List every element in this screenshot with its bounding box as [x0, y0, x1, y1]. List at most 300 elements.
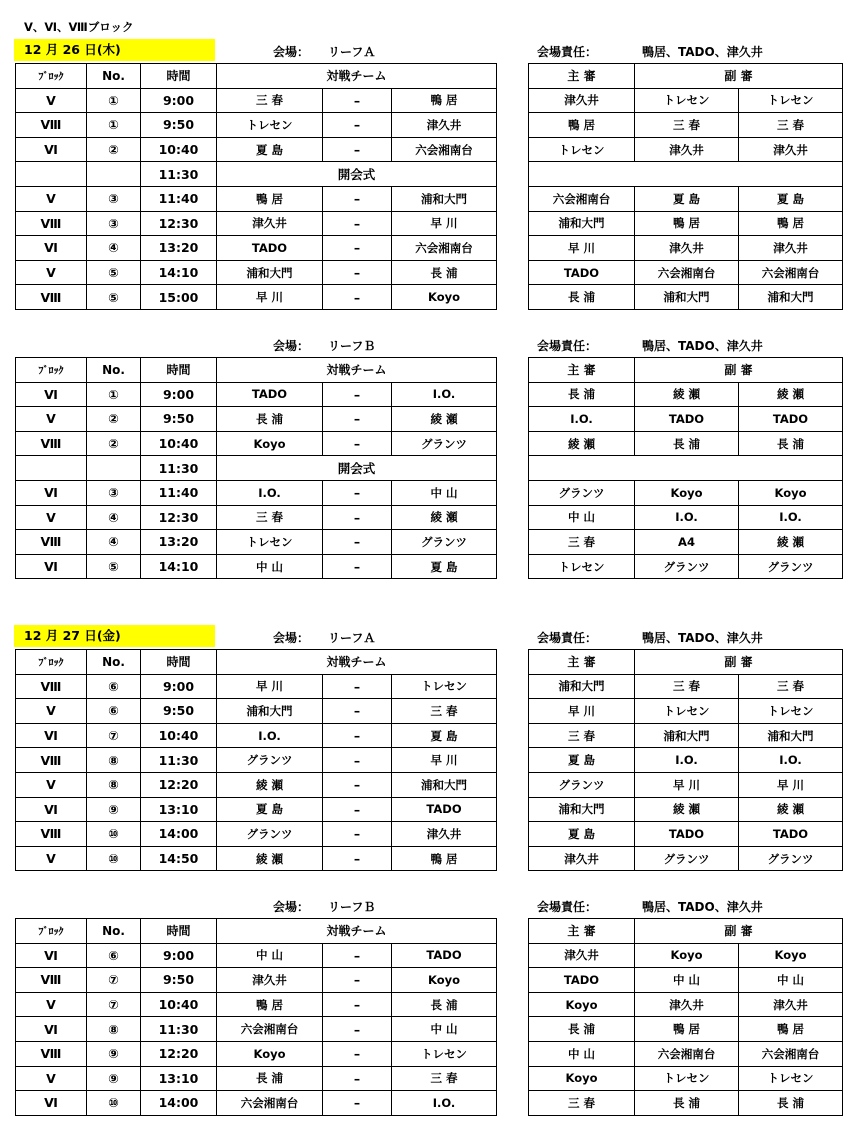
table-row — [16, 407, 497, 432]
table-row — [16, 1017, 497, 1042]
home-team-cell: TADO — [217, 382, 323, 407]
sub-referee-cell: 長 浦 — [635, 431, 739, 456]
time-cell: 13:20 — [141, 530, 217, 555]
sub-referee-cell: 綾 瀬 — [739, 382, 843, 407]
table-row — [16, 772, 497, 797]
away-team-cell: TADO — [392, 797, 497, 822]
venue-label: 会場： — [273, 339, 310, 353]
vs-cell: – — [323, 943, 392, 968]
vs-cell: – — [323, 260, 392, 285]
table-row — [529, 113, 843, 138]
home-team-cell: グランツ — [217, 822, 323, 847]
match-no-cell: ④ — [87, 530, 141, 555]
main-referee-cell: 三 春 — [529, 1091, 635, 1116]
away-team-cell: 夏 島 — [392, 554, 497, 579]
manager-names: 鴨居、TADO、津久井 — [642, 339, 763, 353]
table-row — [529, 1017, 843, 1042]
sub-referee-cell: 早 川 — [739, 772, 843, 797]
block-cell: Ⅷ — [16, 431, 87, 456]
sub-referee-cell: 浦和大門 — [635, 285, 739, 310]
venue-name: リーフＡ — [328, 45, 376, 59]
sub-referee-cell: 綾 瀬 — [635, 382, 739, 407]
match-no-cell: ⑩ — [87, 846, 141, 871]
col-teams-header: 対戦チーム — [217, 358, 497, 383]
sub-referee-cell: 三 春 — [635, 674, 739, 699]
block-cell: Ⅷ — [16, 968, 87, 993]
away-team-cell: 鴨 居 — [392, 846, 497, 871]
table-row — [529, 186, 843, 211]
main-referee-cell: 中 山 — [529, 1041, 635, 1066]
time-cell: 9:50 — [141, 968, 217, 993]
time-cell: 12:30 — [141, 211, 217, 236]
sub-referee-cell: トレセン — [739, 88, 843, 113]
away-team-cell: 六会湘南台 — [392, 137, 497, 162]
home-team-cell: トレセン — [217, 530, 323, 555]
sub-referee-cell: トレセン — [635, 1066, 739, 1091]
time-cell: 9:50 — [141, 113, 217, 138]
col-main-referee-header: 主 審 — [529, 919, 635, 944]
sub-referee-cell: 津久井 — [635, 992, 739, 1017]
sub-referee-cell: 鴨 居 — [739, 1017, 843, 1042]
match-no-cell: ③ — [87, 186, 141, 211]
time-cell: 11:30 — [141, 1017, 217, 1042]
main-referee-cell: 夏 島 — [529, 748, 635, 773]
sub-referee-cell: グランツ — [635, 554, 739, 579]
main-referee-cell: 三 春 — [529, 723, 635, 748]
block-cell: Ⅵ — [16, 723, 87, 748]
vs-cell: – — [323, 846, 392, 871]
match-no-cell: ⑤ — [87, 554, 141, 579]
sub-referee-cell: 中 山 — [635, 968, 739, 993]
table-row — [16, 699, 497, 724]
time-cell: 11:40 — [141, 480, 217, 505]
table-row — [16, 186, 497, 211]
table-row — [529, 772, 843, 797]
manager-names: 鴨居、TADO、津久井 — [642, 45, 763, 59]
match-no-cell: ⑨ — [87, 797, 141, 822]
away-team-cell: グランツ — [392, 530, 497, 555]
away-team-cell: 浦和大門 — [392, 772, 497, 797]
away-team-cell: 三 春 — [392, 1066, 497, 1091]
match-table — [15, 649, 497, 871]
main-referee-cell: 長 浦 — [529, 285, 635, 310]
main-referee-cell: Koyo — [529, 992, 635, 1017]
main-referee-cell: 早 川 — [529, 236, 635, 261]
sub-referee-cell: 鴨 居 — [635, 211, 739, 236]
time-cell: 10:40 — [141, 431, 217, 456]
home-team-cell: 早 川 — [217, 285, 323, 310]
block-cell: Ⅴ — [16, 407, 87, 432]
home-team-cell: Koyo — [217, 1041, 323, 1066]
referee-table — [528, 918, 843, 1116]
block-cell — [16, 456, 87, 481]
sub-referee-cell: 長 浦 — [739, 1091, 843, 1116]
time-cell: 9:50 — [141, 699, 217, 724]
main-referee-cell: 早 川 — [529, 699, 635, 724]
block-cell: Ⅴ — [16, 1066, 87, 1091]
vs-cell: – — [323, 382, 392, 407]
sub-referee-cell: 津久井 — [739, 236, 843, 261]
table-row — [16, 260, 497, 285]
vs-cell: – — [323, 772, 392, 797]
time-cell: 14:10 — [141, 554, 217, 579]
vs-cell: – — [323, 723, 392, 748]
sub-referee-cell: 鴨 居 — [635, 1017, 739, 1042]
home-team-cell: I.O. — [217, 723, 323, 748]
match-no-cell: ⑤ — [87, 260, 141, 285]
away-team-cell: トレセン — [392, 674, 497, 699]
time-cell: 12:20 — [141, 772, 217, 797]
sub-referee-cell: 綾 瀬 — [739, 530, 843, 555]
time-cell: 11:40 — [141, 186, 217, 211]
main-referee-cell: TADO — [529, 260, 635, 285]
match-no-cell: ⑤ — [87, 285, 141, 310]
table-row — [529, 480, 843, 505]
main-referee-cell: Koyo — [529, 1066, 635, 1091]
match-no-cell: ④ — [87, 236, 141, 261]
table-row — [529, 456, 843, 481]
home-team-cell: 夏 島 — [217, 797, 323, 822]
sub-referee-cell: 六会湘南台 — [739, 260, 843, 285]
col-time-header: 時間 — [141, 650, 217, 675]
time-cell: 11:30 — [141, 456, 217, 481]
table-row — [529, 1066, 843, 1091]
sub-referee-cell: グランツ — [635, 846, 739, 871]
col-block-header: ﾌﾞﾛｯｸ — [16, 919, 87, 944]
main-referee-cell: グランツ — [529, 772, 635, 797]
table-row — [16, 968, 497, 993]
sub-referee-cell: 三 春 — [635, 113, 739, 138]
block-cell: Ⅷ — [16, 211, 87, 236]
home-team-cell: 夏 島 — [217, 137, 323, 162]
away-team-cell: グランツ — [392, 431, 497, 456]
block-cell: Ⅵ — [16, 137, 87, 162]
vs-cell: – — [323, 236, 392, 261]
sub-referee-cell: 夏 島 — [739, 186, 843, 211]
time-cell: 10:40 — [141, 992, 217, 1017]
table-row — [16, 554, 497, 579]
sub-referee-cell: TADO — [739, 407, 843, 432]
away-team-cell: Koyo — [392, 285, 497, 310]
home-team-cell: 長 浦 — [217, 407, 323, 432]
home-team-cell: 三 春 — [217, 505, 323, 530]
col-no-header: No. — [87, 650, 141, 675]
home-team-cell: 綾 瀬 — [217, 772, 323, 797]
block-cell: Ⅴ — [16, 186, 87, 211]
match-table — [15, 918, 497, 1116]
sub-referee-cell: 中 山 — [739, 968, 843, 993]
vs-cell: – — [323, 211, 392, 236]
vs-cell: – — [323, 137, 392, 162]
away-team-cell: I.O. — [392, 382, 497, 407]
table-row — [16, 88, 497, 113]
block-cell: Ⅵ — [16, 554, 87, 579]
block-cell: Ⅴ — [16, 699, 87, 724]
col-no-header: No. — [87, 358, 141, 383]
col-main-referee-header: 主 審 — [529, 64, 635, 89]
vs-cell: – — [323, 505, 392, 530]
match-table — [15, 357, 497, 579]
main-referee-cell: 鴨 居 — [529, 113, 635, 138]
main-referee-cell: 浦和大門 — [529, 674, 635, 699]
table-row — [529, 723, 843, 748]
match-no-cell: ① — [87, 88, 141, 113]
sub-referee-cell: 六会湘南台 — [635, 1041, 739, 1066]
match-no-cell: ⑥ — [87, 674, 141, 699]
away-team-cell: 六会湘南台 — [392, 236, 497, 261]
time-cell: 9:00 — [141, 88, 217, 113]
match-no-cell: ⑦ — [87, 992, 141, 1017]
sub-referee-cell: トレセン — [635, 88, 739, 113]
vs-cell: – — [323, 674, 392, 699]
table-row — [16, 943, 497, 968]
away-team-cell: 浦和大門 — [392, 186, 497, 211]
match-no-cell: ③ — [87, 480, 141, 505]
table-row — [529, 1091, 843, 1116]
table-row — [16, 113, 497, 138]
match-no-cell: ⑧ — [87, 1017, 141, 1042]
time-cell: 9:50 — [141, 407, 217, 432]
time-cell: 12:20 — [141, 1041, 217, 1066]
manager-label: 会場責任： — [537, 900, 598, 914]
sub-referee-cell: 浦和大門 — [739, 285, 843, 310]
col-teams-header: 対戦チーム — [217, 64, 497, 89]
table-row — [529, 674, 843, 699]
time-cell: 15:00 — [141, 285, 217, 310]
table-row — [16, 822, 497, 847]
home-team-cell: 浦和大門 — [217, 699, 323, 724]
table-row — [16, 285, 497, 310]
table-row — [16, 797, 497, 822]
home-team-cell: 三 春 — [217, 88, 323, 113]
table-row — [16, 1066, 497, 1091]
block-cell: Ⅷ — [16, 674, 87, 699]
sub-referee-cell: 浦和大門 — [635, 723, 739, 748]
vs-cell: – — [323, 554, 392, 579]
sub-referee-cell: 津久井 — [739, 137, 843, 162]
manager-names: 鴨居、TADO、津久井 — [642, 631, 763, 645]
block-cell: Ⅵ — [16, 236, 87, 261]
col-no-header: No. — [87, 64, 141, 89]
sub-referee-cell: トレセン — [739, 1066, 843, 1091]
venue-label: 会場： — [273, 631, 310, 645]
manager-label: 会場責任： — [537, 45, 598, 59]
home-team-cell: 鴨 居 — [217, 992, 323, 1017]
away-team-cell: 長 浦 — [392, 992, 497, 1017]
block-cell: Ⅴ — [16, 992, 87, 1017]
opening-ceremony-cell: 開会式 — [217, 456, 497, 481]
col-no-header: No. — [87, 919, 141, 944]
time-cell: 9:00 — [141, 674, 217, 699]
table-row — [16, 236, 497, 261]
table-row — [529, 505, 843, 530]
table-row — [16, 456, 497, 481]
main-referee-cell: 中 山 — [529, 505, 635, 530]
table-row — [529, 407, 843, 432]
col-teams-header: 対戦チーム — [217, 650, 497, 675]
sub-referee-cell: 早 川 — [635, 772, 739, 797]
main-referee-cell: トレセン — [529, 137, 635, 162]
table-row — [529, 382, 843, 407]
sub-referee-cell: 綾 瀬 — [739, 797, 843, 822]
table-row — [16, 723, 497, 748]
match-no-cell: ⑥ — [87, 943, 141, 968]
match-no-cell — [87, 162, 141, 187]
table-row — [529, 968, 843, 993]
vs-cell: – — [323, 1041, 392, 1066]
table-row — [529, 943, 843, 968]
main-referee-cell: 津久井 — [529, 943, 635, 968]
table-row — [16, 480, 497, 505]
table-row — [529, 554, 843, 579]
sub-referee-cell: Koyo — [635, 943, 739, 968]
block-cell: Ⅵ — [16, 1091, 87, 1116]
away-team-cell: 早 川 — [392, 748, 497, 773]
home-team-cell: 綾 瀬 — [217, 846, 323, 871]
table-row — [529, 162, 843, 187]
home-team-cell: 早 川 — [217, 674, 323, 699]
time-cell: 12:30 — [141, 505, 217, 530]
table-row — [529, 699, 843, 724]
home-team-cell: TADO — [217, 236, 323, 261]
table-row — [529, 137, 843, 162]
match-no-cell: ⑩ — [87, 822, 141, 847]
home-team-cell: 鴨 居 — [217, 186, 323, 211]
match-no-cell: ② — [87, 431, 141, 456]
date-label: 12 月 26 日(木) — [14, 39, 215, 61]
col-time-header: 時間 — [141, 64, 217, 89]
match-no-cell: ⑨ — [87, 1041, 141, 1066]
vs-cell: – — [323, 1091, 392, 1116]
vs-cell: – — [323, 1066, 392, 1091]
match-no-cell: ⑥ — [87, 699, 141, 724]
sub-referee-cell: 津久井 — [739, 992, 843, 1017]
away-team-cell: 長 浦 — [392, 260, 497, 285]
block-cell: Ⅷ — [16, 748, 87, 773]
manager-label: 会場責任： — [537, 631, 598, 645]
sub-referee-cell: TADO — [739, 822, 843, 847]
table-row — [16, 431, 497, 456]
manager-label: 会場責任： — [537, 339, 598, 353]
home-team-cell: 中 山 — [217, 943, 323, 968]
table-row — [16, 162, 497, 187]
time-cell: 14:00 — [141, 1091, 217, 1116]
sub-referee-cell: TADO — [635, 822, 739, 847]
sub-referee-cell: トレセン — [635, 699, 739, 724]
away-team-cell: 中 山 — [392, 1017, 497, 1042]
match-no-cell: ⑧ — [87, 772, 141, 797]
away-team-cell: TADO — [392, 943, 497, 968]
venue-label: 会場： — [273, 45, 310, 59]
table-row — [529, 1041, 843, 1066]
home-team-cell: 六会湘南台 — [217, 1091, 323, 1116]
sub-referee-cell: グランツ — [739, 846, 843, 871]
table-row — [529, 285, 843, 310]
main-referee-cell: 浦和大門 — [529, 211, 635, 236]
home-team-cell: トレセン — [217, 113, 323, 138]
manager-names: 鴨居、TADO、津久井 — [642, 900, 763, 914]
sub-referee-cell: 鴨 居 — [739, 211, 843, 236]
sub-referee-cell: Koyo — [739, 480, 843, 505]
table-row — [16, 1091, 497, 1116]
table-row — [529, 748, 843, 773]
table-row — [529, 211, 843, 236]
sub-referee-cell: I.O. — [739, 748, 843, 773]
time-cell: 13:20 — [141, 236, 217, 261]
referee-table — [528, 63, 843, 310]
match-no-cell: ② — [87, 407, 141, 432]
main-referee-cell: 長 浦 — [529, 382, 635, 407]
time-cell: 11:30 — [141, 748, 217, 773]
vs-cell: – — [323, 748, 392, 773]
home-team-cell: 津久井 — [217, 968, 323, 993]
table-row — [16, 992, 497, 1017]
time-cell: 13:10 — [141, 1066, 217, 1091]
time-cell: 14:00 — [141, 822, 217, 847]
vs-cell: – — [323, 992, 392, 1017]
block-cell: Ⅷ — [16, 113, 87, 138]
table-row — [529, 530, 843, 555]
sub-referee-cell: 浦和大門 — [739, 723, 843, 748]
time-cell: 9:00 — [141, 382, 217, 407]
home-team-cell: 六会湘南台 — [217, 1017, 323, 1042]
match-no-cell: ② — [87, 137, 141, 162]
table-row — [529, 431, 843, 456]
table-row — [16, 674, 497, 699]
home-team-cell: 長 浦 — [217, 1066, 323, 1091]
block-cell: Ⅷ — [16, 822, 87, 847]
away-team-cell: 中 山 — [392, 480, 497, 505]
match-no-cell: ⑦ — [87, 723, 141, 748]
col-main-referee-header: 主 審 — [529, 650, 635, 675]
sub-referee-cell: 六会湘南台 — [739, 1041, 843, 1066]
block-cell: Ⅷ — [16, 285, 87, 310]
sub-referee-cell: 三 春 — [739, 674, 843, 699]
block-cell: Ⅵ — [16, 797, 87, 822]
table-row — [529, 236, 843, 261]
home-team-cell: 浦和大門 — [217, 260, 323, 285]
match-no-cell: ④ — [87, 505, 141, 530]
table-row — [529, 260, 843, 285]
match-no-cell: ① — [87, 113, 141, 138]
table-row — [529, 992, 843, 1017]
time-cell: 11:30 — [141, 162, 217, 187]
venue-name: リーフＢ — [328, 339, 376, 353]
away-team-cell: 三 春 — [392, 699, 497, 724]
col-sub-referee-header: 副 審 — [635, 64, 843, 89]
away-team-cell: 津久井 — [392, 822, 497, 847]
match-no-cell — [87, 456, 141, 481]
sub-referee-cell: トレセン — [739, 699, 843, 724]
away-team-cell: 津久井 — [392, 113, 497, 138]
table-row — [16, 530, 497, 555]
block-cell: Ⅵ — [16, 480, 87, 505]
main-referee-cell: 綾 瀬 — [529, 431, 635, 456]
sub-referee-cell: 夏 島 — [635, 186, 739, 211]
time-cell: 13:10 — [141, 797, 217, 822]
home-team-cell: グランツ — [217, 748, 323, 773]
match-no-cell: ⑧ — [87, 748, 141, 773]
away-team-cell: I.O. — [392, 1091, 497, 1116]
away-team-cell: 早 川 — [392, 211, 497, 236]
table-row — [529, 846, 843, 871]
block-cell: Ⅴ — [16, 772, 87, 797]
away-team-cell: 夏 島 — [392, 723, 497, 748]
table-row — [529, 88, 843, 113]
sub-referee-cell: A4 — [635, 530, 739, 555]
sub-referee-cell: Koyo — [739, 943, 843, 968]
col-time-header: 時間 — [141, 358, 217, 383]
